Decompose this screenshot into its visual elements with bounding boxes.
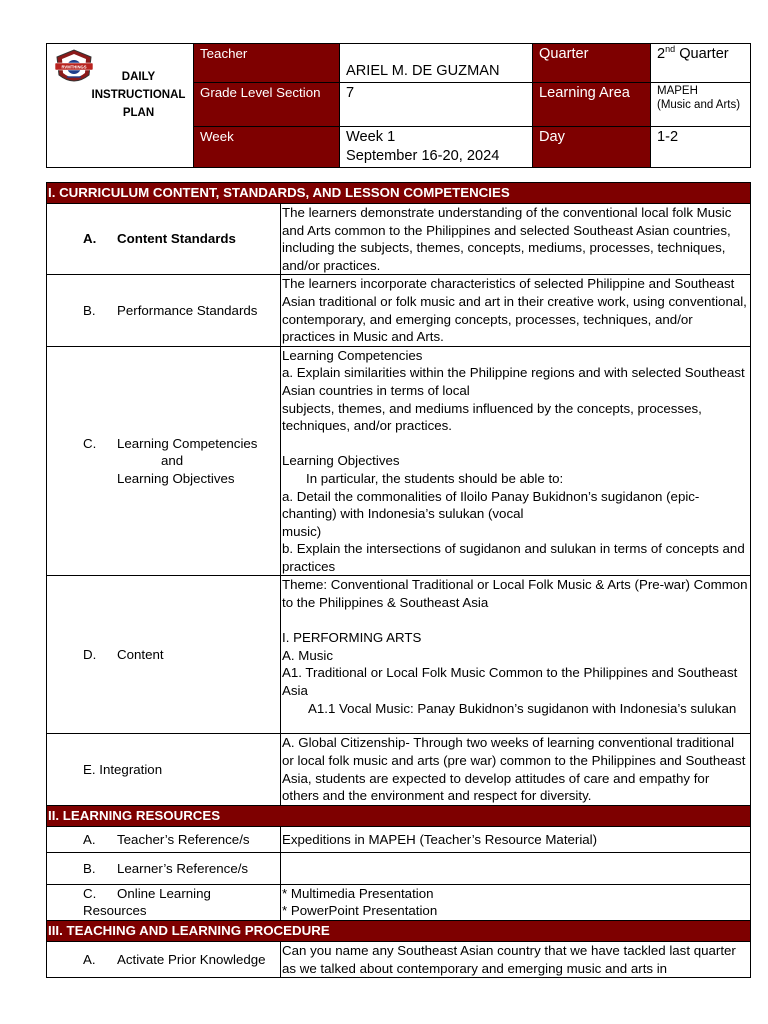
integration-text: A. Global Citizenship- Through two weeks of learning conventional traditional or local folk music and arts (pre war) common to the Philippines and Southeast Asia, students are expected to develop attitudes of care and empathy for others and the environment and respect for diversity. (281, 734, 751, 805)
plan-title-cell (47, 44, 194, 168)
grade-label: Grade Level Section (194, 83, 340, 127)
content-label: D. Content (47, 576, 281, 734)
performance-standards-label: B. Performance Standards (47, 275, 281, 346)
competencies-text: Learning Competencies a. Explain similarities within the Philippine regions and with selected Southeast Asian countries in terms of local subjects, themes, and mediums influenced by the concepts, processes, techniques, and/or practices. Learning Objectives In particular, the students should be able to: a. Detail the commonalities of Iloilo Panay Bukidnon’s sugidanon (epic-chanting) with Indonesia’s sulukan (vocal music) b. Explain the intersections of sugidanon and sulukan in terms of concepts and practices (281, 346, 751, 576)
header-table (46, 43, 751, 168)
content-text: Theme: Conventional Traditional or Local Folk Music & Arts (Pre-war) Common to the Philippines & Southeast Asia I. PERFORMING ARTS A. Music A1. Traditional or Local Folk Music Common to the Philippines and Southeast Asia A1.1 Vocal Music: Panay Bukidnon’s sugidanon with Indonesia’s sulukan (281, 576, 751, 734)
prior-knowledge-label: A. Activate Prior Knowledge (47, 942, 281, 978)
area-line-2: (Music and Arts) (657, 99, 741, 111)
quarter-suffix: nd (665, 44, 676, 55)
day-label: Day (533, 127, 651, 168)
day-value: 1-2 (651, 127, 751, 168)
week-line-2: September 16-20, 2024 (346, 148, 500, 164)
teacher-reference-text: Expeditions in MAPEH (Teacher’s Resource Material) (281, 826, 751, 852)
area-line-1: MAPEH (657, 85, 698, 97)
quarter-word: Quarter (675, 46, 729, 62)
logo-text: RVMTHINGS (61, 64, 87, 70)
area-label: Learning Area (533, 83, 651, 127)
competencies-label: C. Learning Competencies and Learning Objectives (47, 346, 281, 576)
week-value (340, 127, 533, 168)
week-label: Week (194, 127, 340, 168)
content-standards-label: A. Content Standards (47, 204, 281, 275)
section-1-title: I. CURRICULUM CONTENT, STANDARDS, AND LESSON COMPETENCIES (47, 183, 751, 204)
integration-label: E. Integration (47, 734, 281, 805)
section-2-title: II. LEARNING RESOURCES (47, 805, 751, 826)
quarter-value (651, 44, 751, 83)
teacher-label: Teacher (194, 44, 340, 83)
teacher-value: ARIEL M. DE GUZMAN (340, 44, 533, 83)
online-resources-text: * Multimedia Presentation * PowerPoint Presentation (281, 884, 751, 920)
performance-standards-text: The learners incorporate characteristics of selected Philippine and Southeast Asian traditional or folk music and art in their creative work, using conventional, contemporary, and emerging concepts, processes, techniques, and/or practices in Music and Arts. (281, 275, 751, 346)
online-resources-label: C. Online Learning Resources (47, 884, 281, 920)
grade-value: 7 (340, 83, 533, 127)
week-line-1: Week 1 (346, 129, 396, 145)
plan-title: DAILY INSTRUCTIONAL PLAN (91, 71, 186, 119)
content-standards-text: The learners demonstrate understanding of the conventional local folk Music and Arts common to the Philippines and selected Southeast Asian countries, including the subjects, themes, concepts, mediums, processes, techniques, and/or practices. (281, 204, 751, 275)
lesson-plan-table (46, 182, 751, 978)
area-value (651, 83, 751, 127)
learner-reference-text (281, 852, 751, 884)
quarter-number: 2 (657, 46, 666, 62)
teacher-reference-label: A. Teacher’s Reference/s (47, 826, 281, 852)
prior-knowledge-text: Can you name any Southeast Asian country that we have tackled last quarter as we talked about contemporary and emerging music and arts in (281, 942, 751, 978)
quarter-label: Quarter (533, 44, 651, 83)
learner-reference-label: B. Learner’s Reference/s (47, 852, 281, 884)
section-3-title: III. TEACHING AND LEARNING PROCEDURE (47, 921, 751, 942)
